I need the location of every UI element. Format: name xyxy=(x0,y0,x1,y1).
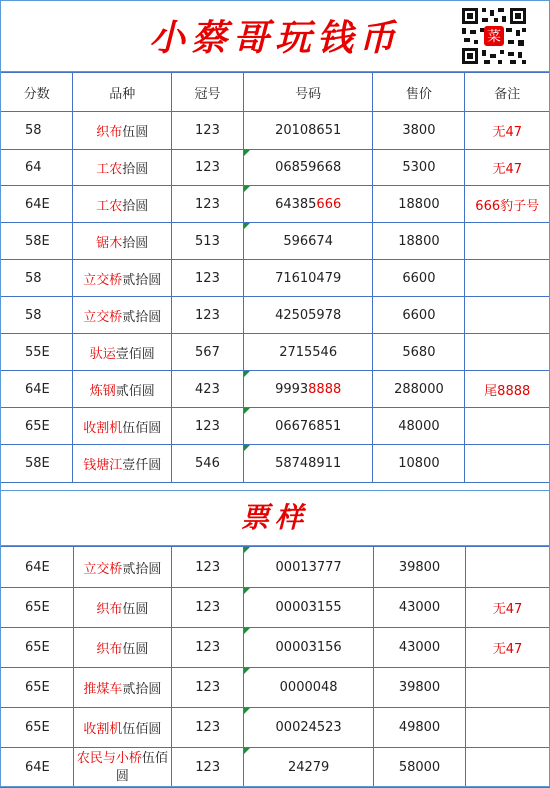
cell-note: 无47 xyxy=(466,628,550,668)
table-row xyxy=(1,668,550,708)
cell-price: 49800 xyxy=(374,708,466,748)
cell-variety xyxy=(73,260,172,297)
cell-variety xyxy=(73,748,172,788)
cell-variety xyxy=(73,186,172,223)
cell-price: 5300 xyxy=(373,150,465,186)
header-variety: 品种 xyxy=(73,73,172,112)
number-digits: 596674 xyxy=(283,233,333,249)
cell-prefix: 123 xyxy=(171,297,243,334)
denomination: 拾圆 xyxy=(122,198,149,214)
cell-variety xyxy=(73,708,172,748)
cell-variety xyxy=(73,628,172,668)
cell-number xyxy=(243,408,373,445)
cell-prefix: 123 xyxy=(172,547,244,588)
cell-note xyxy=(466,748,550,788)
cell-score: 58 xyxy=(1,297,73,334)
cell-number xyxy=(244,628,374,668)
cell-variety xyxy=(73,547,172,588)
listing-table xyxy=(0,72,550,483)
cell-note: 无47 xyxy=(465,150,550,186)
number-digits: 0000048 xyxy=(279,680,338,695)
cell-note xyxy=(466,708,550,748)
cell-note xyxy=(465,223,550,260)
cell-prefix: 123 xyxy=(172,668,244,708)
cell-score: 65E xyxy=(1,708,74,748)
number-digits: 00003155 xyxy=(275,600,342,615)
cell-score: 64 xyxy=(1,150,73,186)
cell-score: 58E xyxy=(1,223,73,260)
denomination: 伍圆 xyxy=(122,642,149,657)
denomination: 贰拾圆 xyxy=(122,309,162,325)
cell-note: 666豹子号 xyxy=(465,186,550,223)
denomination: 壹仟圆 xyxy=(122,458,162,473)
variety-name: 织布 xyxy=(96,602,123,617)
denomination: 贰拾圆 xyxy=(122,272,162,288)
variety-name: 收割机 xyxy=(83,722,123,737)
denomination: 贰拾圆 xyxy=(122,561,162,577)
table-row xyxy=(1,334,550,371)
cell-prefix: 123 xyxy=(171,186,243,223)
variety-name: 织布 xyxy=(96,642,123,657)
variety-name: 立交桥 xyxy=(83,272,123,288)
table-row xyxy=(1,371,550,408)
specimen-table xyxy=(0,546,550,788)
cell-number xyxy=(244,748,374,788)
specimen-rows xyxy=(1,547,550,788)
number-digits: 00013777 xyxy=(275,559,342,575)
cell-score: 58 xyxy=(1,260,73,297)
number-digits: 06859668 xyxy=(275,160,342,175)
variety-name: 工农 xyxy=(96,162,123,177)
number-digits: 00003156 xyxy=(275,640,342,655)
number-digits: 64385 xyxy=(275,196,317,212)
number-highlight: 666 xyxy=(316,196,342,212)
variety-name: 工农 xyxy=(96,198,123,214)
cell-variety xyxy=(73,297,172,334)
cell-prefix: 123 xyxy=(172,708,244,748)
cell-prefix: 123 xyxy=(172,628,244,668)
specimen-section-header xyxy=(0,490,550,546)
cell-price: 6600 xyxy=(373,260,465,297)
cell-prefix: 546 xyxy=(171,445,243,483)
table-row xyxy=(1,297,550,334)
variety-name: 农民与小桥 xyxy=(76,750,142,766)
table-row xyxy=(1,408,550,445)
denomination: 拾圆 xyxy=(122,235,149,251)
number-digits: 2715546 xyxy=(279,344,338,360)
cell-score: 65E xyxy=(1,408,73,445)
cell-prefix: 567 xyxy=(171,334,243,371)
section-title: 票样 xyxy=(240,501,309,534)
denomination: 壹佰圆 xyxy=(115,346,155,362)
cell-number xyxy=(244,668,374,708)
cell-price: 39800 xyxy=(374,547,466,588)
variety-name: 推煤车 xyxy=(83,682,123,697)
cell-price: 18800 xyxy=(373,186,465,223)
cell-score: 55E xyxy=(1,334,73,371)
cell-price: 18800 xyxy=(373,223,465,260)
cell-prefix: 123 xyxy=(171,150,243,186)
cell-number xyxy=(243,371,373,408)
cell-price: 43000 xyxy=(374,588,466,628)
cell-note xyxy=(466,547,550,588)
cell-prefix: 123 xyxy=(172,588,244,628)
table-row xyxy=(1,628,550,668)
cell-number xyxy=(243,445,373,483)
cell-variety xyxy=(73,112,172,150)
cell-price: 39800 xyxy=(374,668,466,708)
table-row xyxy=(1,748,550,788)
header-score: 分数 xyxy=(1,73,73,112)
table-row xyxy=(1,588,550,628)
number-digits: 71610479 xyxy=(275,270,342,286)
cell-note: 无47 xyxy=(466,588,550,628)
cell-note xyxy=(465,260,550,297)
variety-name: 织布 xyxy=(96,125,123,140)
cell-score: 65E xyxy=(1,628,74,668)
variety-name: 锯木 xyxy=(96,235,123,251)
cell-variety xyxy=(73,588,172,628)
cell-score: 58E xyxy=(1,445,73,483)
denomination: 伍佰圆 xyxy=(115,750,168,784)
number-digits: 42505978 xyxy=(275,307,342,323)
header-note: 备注 xyxy=(465,73,550,112)
table-row xyxy=(1,223,550,260)
cell-price: 48000 xyxy=(373,408,465,445)
title-row xyxy=(0,0,550,72)
table-row xyxy=(1,186,550,223)
cell-variety xyxy=(73,223,172,260)
cell-note xyxy=(465,408,550,445)
variety-name: 炼钢 xyxy=(89,383,116,399)
header-row xyxy=(1,73,550,112)
cell-number xyxy=(243,260,373,297)
table-row xyxy=(1,112,550,150)
denomination: 伍佰圆 xyxy=(122,420,162,436)
header-price: 售价 xyxy=(373,73,465,112)
table-row xyxy=(1,445,550,483)
cell-number xyxy=(244,588,374,628)
cell-note xyxy=(465,297,550,334)
cell-variety xyxy=(73,150,172,186)
cell-note xyxy=(466,668,550,708)
cell-price: 10800 xyxy=(373,445,465,483)
cell-note xyxy=(465,445,550,483)
header-prefix: 冠号 xyxy=(171,73,243,112)
cell-price: 5680 xyxy=(373,334,465,371)
number-digits: 24279 xyxy=(287,760,330,775)
cell-number xyxy=(244,708,374,748)
number-digits: 06676851 xyxy=(275,418,342,434)
cell-prefix: 123 xyxy=(171,112,243,150)
denomination: 拾圆 xyxy=(122,162,149,177)
cell-variety xyxy=(73,668,172,708)
cell-price: 3800 xyxy=(373,112,465,150)
cell-score: 64E xyxy=(1,371,73,408)
variety-name: 立交桥 xyxy=(83,561,123,577)
cell-number xyxy=(244,547,374,588)
cell-variety xyxy=(73,408,172,445)
cell-number xyxy=(243,186,373,223)
cell-note: 无47 xyxy=(465,112,550,150)
variety-name: 收割机 xyxy=(83,420,123,436)
number-digits: 00024523 xyxy=(275,720,342,735)
cell-number xyxy=(243,297,373,334)
number-highlight: 8888 xyxy=(308,381,342,397)
variety-name: 驮运 xyxy=(89,346,116,362)
cell-variety xyxy=(73,445,172,483)
cell-note xyxy=(465,334,550,371)
cell-note: 尾8888 xyxy=(465,371,550,408)
cell-prefix: 423 xyxy=(171,371,243,408)
cell-score: 65E xyxy=(1,668,74,708)
denomination: 伍圆 xyxy=(122,602,149,617)
variety-name: 立交桥 xyxy=(83,309,123,325)
table-row xyxy=(1,260,550,297)
cell-number xyxy=(243,150,373,186)
variety-name: 钱塘江 xyxy=(83,458,123,473)
cell-score: 64E xyxy=(1,547,74,588)
cell-prefix: 123 xyxy=(171,408,243,445)
denomination: 贰拾圆 xyxy=(122,682,162,697)
number-digits: 20108651 xyxy=(275,123,342,138)
table-row xyxy=(1,547,550,588)
qr-code-icon xyxy=(460,6,528,66)
number-digits: 9993 xyxy=(275,381,309,397)
cell-score: 64E xyxy=(1,186,73,223)
cell-variety xyxy=(73,334,172,371)
table-row xyxy=(1,150,550,186)
cell-number xyxy=(243,112,373,150)
qr-logo-text: 菜 xyxy=(487,29,501,45)
page-title: 小蔡哥玩钱币 xyxy=(148,17,401,59)
cell-prefix: 123 xyxy=(171,260,243,297)
header-number: 号码 xyxy=(243,73,373,112)
denomination: 伍佰圆 xyxy=(122,722,162,737)
listing-rows xyxy=(1,112,550,483)
cell-score: 64E xyxy=(1,748,74,788)
cell-score: 58 xyxy=(1,112,73,150)
cell-variety xyxy=(73,371,172,408)
cell-number xyxy=(243,334,373,371)
cell-price: 6600 xyxy=(373,297,465,334)
cell-price: 43000 xyxy=(374,628,466,668)
cell-price: 58000 xyxy=(374,748,466,788)
cell-score: 65E xyxy=(1,588,74,628)
table-row xyxy=(1,708,550,748)
denomination: 贰佰圆 xyxy=(115,383,155,399)
cell-number xyxy=(243,223,373,260)
denomination: 伍圆 xyxy=(122,125,149,140)
cell-prefix: 123 xyxy=(172,748,244,788)
number-digits: 58748911 xyxy=(275,456,342,471)
cell-prefix: 513 xyxy=(171,223,243,260)
cell-price: 288000 xyxy=(373,371,465,408)
